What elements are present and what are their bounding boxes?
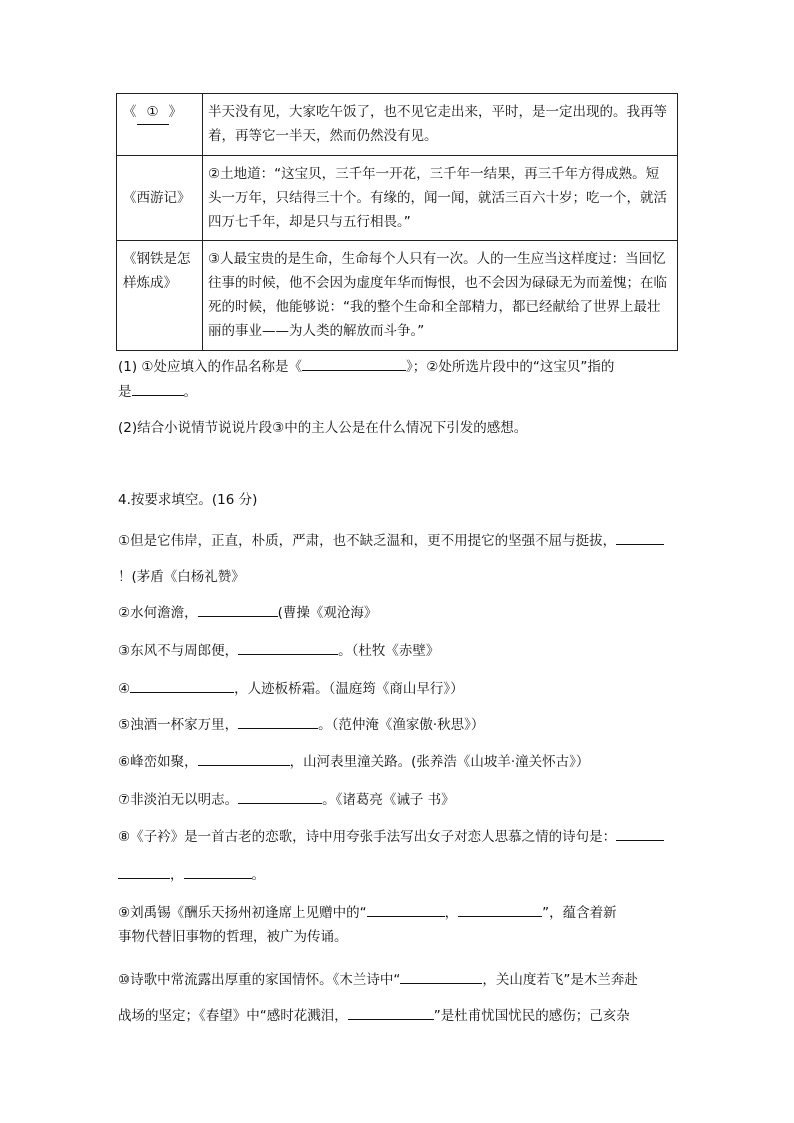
- answer-blank[interactable]: [458, 902, 542, 917]
- answer-blank[interactable]: [302, 356, 406, 371]
- answer-blank[interactable]: [238, 789, 322, 804]
- table-row: [117, 156, 678, 241]
- section-4-heading: 4.按要求填空。(16 分): [118, 492, 258, 508]
- fill-item-8: ⑧《子衿》是一首古老的恋歌，诗中用夸张手法写出女子对恋人思慕之情的诗句是：: [118, 826, 678, 848]
- title-blank: ①: [137, 100, 169, 125]
- excerpt-text-cell: ③人最宝贵的是生命，生命每个人只有一次。人的一生应当这样度过：当回忆往事的时候，他不会因为虚度年华而悔恨，也不会因为碌碌无为而羞愧；在临死的时候，他能够说：“我的整个生命和全部精力，都已经献给了世界上最壮丽的事业——为人类的解放而斗争。”: [203, 241, 678, 351]
- work-title-cell: 《西游记》: [117, 156, 203, 241]
- answer-blank[interactable]: [348, 1005, 434, 1020]
- answer-blank[interactable]: [616, 530, 664, 545]
- excerpt-table: [116, 93, 678, 351]
- answer-blank[interactable]: [198, 602, 278, 617]
- fill-item-1: ①但是它伟岸，正直，朴质，严肃，也不缺乏温和，更不用提它的坚强不屈与挺拔，: [118, 530, 678, 552]
- answer-blank[interactable]: [184, 864, 252, 879]
- fill-item-1-cont: ！(茅盾《白杨礼赞》: [118, 569, 245, 585]
- answer-blank[interactable]: [118, 864, 170, 879]
- question-1-line-2: 是 。: [118, 381, 678, 403]
- answer-blank[interactable]: [238, 640, 338, 655]
- excerpt-text-cell: ②土地道：“这宝贝，三千年一开花，三千年一结果，再三千年方得成熟。短头一万年，只结得三十个。有缘的，闻一闻，就活三百六十岁；吃一个，就活四万七千年，却是只与五行相畏。”: [203, 156, 678, 241]
- fill-item-9: ⑨刘禹锡《酬乐天扬州初逢席上见赠中的“ ， ”，蕴含着新: [118, 902, 678, 924]
- work-title-cell: 《 ① 》: [117, 94, 203, 156]
- fill-item-7: ⑦非淡泊无以明志。 。《诸葛亮《诫子 书》: [118, 789, 678, 811]
- answer-blank[interactable]: [367, 902, 445, 917]
- answer-blank[interactable]: [238, 714, 318, 729]
- fill-item-8-cont: ， 。: [118, 864, 678, 886]
- work-title-cell: 《钢铁是怎样炼成》: [117, 241, 203, 351]
- fill-item-2: ②水何澹澹， (曹操《观沧海》: [118, 602, 678, 624]
- fill-item-10-cont: 战场的坚定；《春望》中“感时花溅泪， ”是杜甫忧国忧民的感伤；己亥杂: [118, 1005, 678, 1027]
- question-1-line-1: (1) ①处应填入的作品名称是《 》；②处所选片段中的“这宝贝”指的: [118, 356, 678, 378]
- question-2: (2)结合小说情节说说片段③中的主人公是在什么情况下引发的感想。: [118, 420, 528, 436]
- answer-blank[interactable]: [616, 826, 664, 841]
- fill-item-10: ⑩诗歌中常流露出厚重的家国情怀。《木兰诗中“ ，关山度若飞”是木兰奔赴: [118, 969, 678, 991]
- fill-item-3: ③东风不与周郎便， 。（杜牧《赤壁》: [118, 640, 678, 662]
- table-row: [117, 241, 678, 351]
- table-row: [117, 94, 678, 156]
- fill-item-4: ④ ，人迹板桥霜。（温庭筠《商山早行》）: [118, 678, 678, 700]
- fill-item-6: ⑥峰峦如聚， ，山河表里潼关路。(张养浩《山坡羊·潼关怀古》）: [118, 751, 678, 773]
- answer-blank[interactable]: [400, 969, 482, 984]
- answer-blank[interactable]: [198, 751, 290, 766]
- fill-item-5: ⑤浊酒一杯家万里， 。（范仲淹《渔家傲·秋思》）: [118, 714, 678, 736]
- answer-blank[interactable]: [132, 381, 184, 396]
- answer-blank[interactable]: [130, 678, 234, 693]
- fill-item-9-cont: 事物代替旧事物的哲理，被广为传诵。: [118, 929, 348, 945]
- excerpt-text-cell: 半天没有见，大家吃午饭了，也不见它走出来，平时，是一定出现的。我再等着，再等它一半天，然而仍然没有见。: [203, 94, 678, 156]
